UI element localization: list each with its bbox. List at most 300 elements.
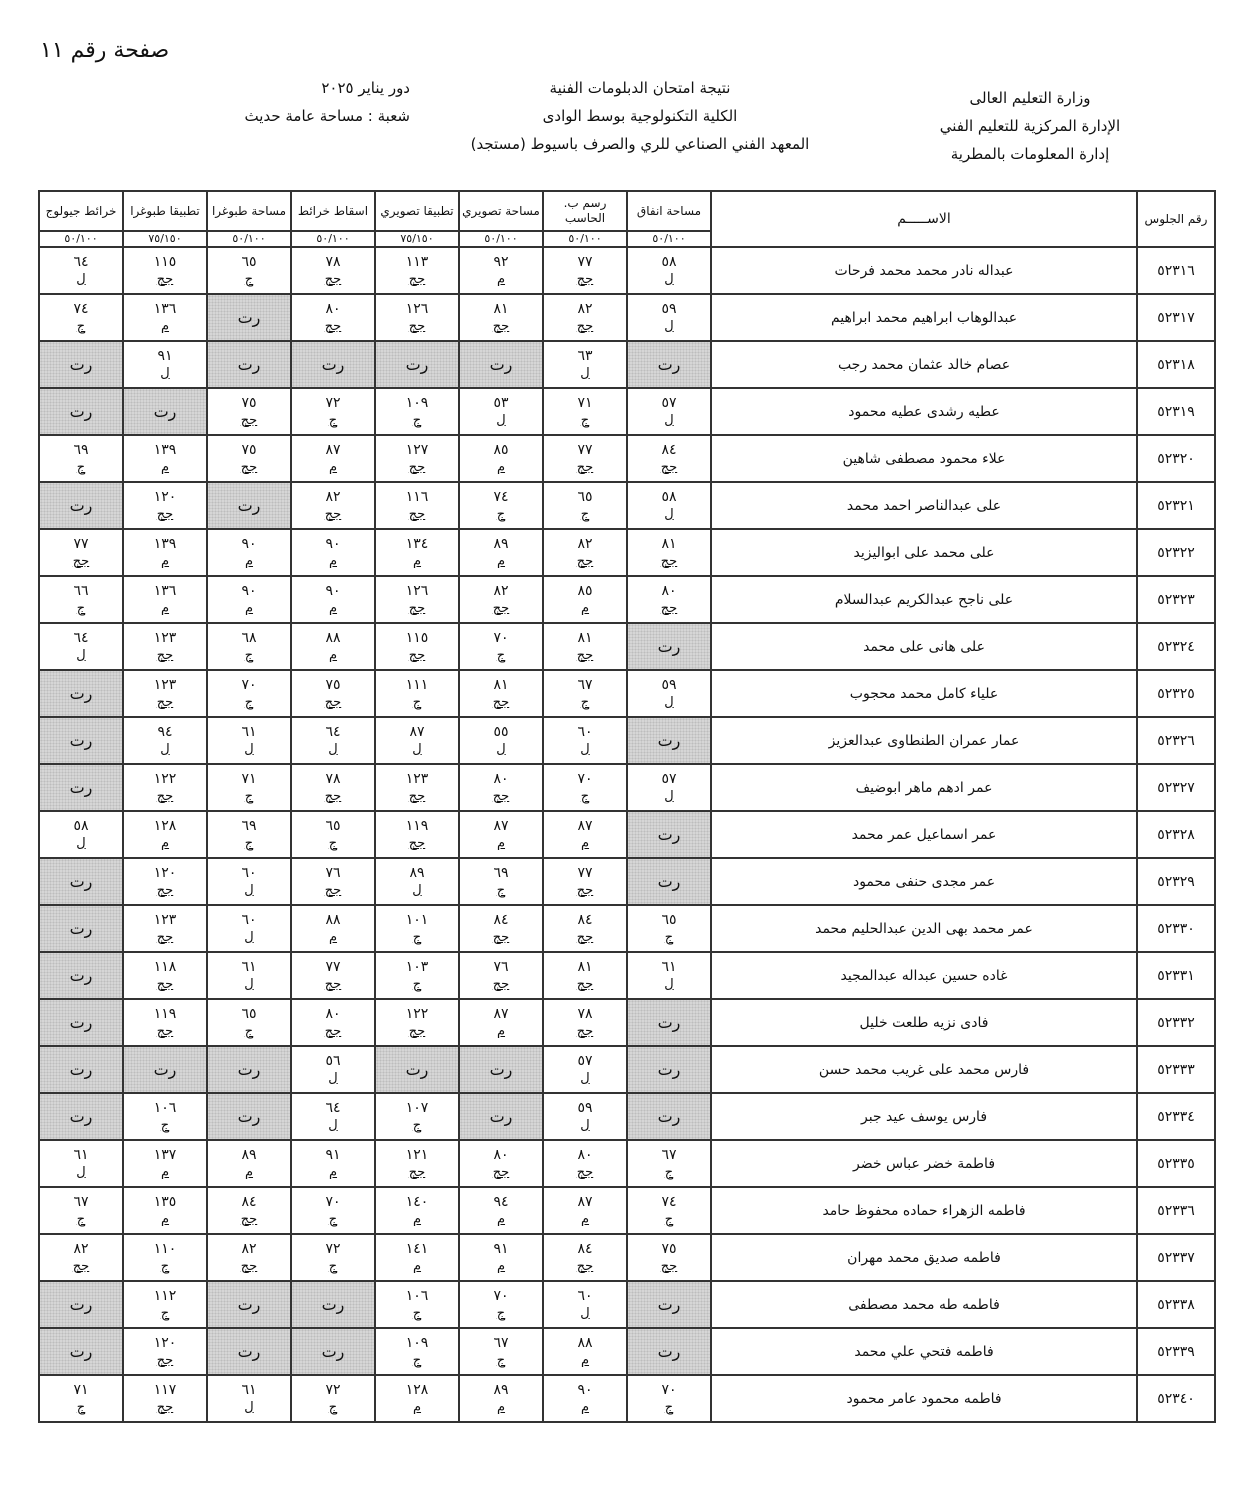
- grade-letter: جج: [576, 1023, 594, 1039]
- seat-number: ٥٢٣٣٣: [1137, 1046, 1215, 1093]
- grade-letter: جج: [324, 318, 342, 334]
- max-marks: ٧٥/١٥٠: [375, 231, 459, 247]
- table-row: [39, 294, 1215, 341]
- grade-score: ٨٠: [493, 770, 509, 787]
- grade-letter: م: [496, 553, 506, 569]
- grade-score: ٨٩: [493, 1381, 509, 1398]
- grade-letter: م: [412, 553, 422, 569]
- grade-score: ١٣٩: [153, 535, 177, 552]
- grade-cell: [291, 999, 375, 1046]
- seat-number: ٥٢٣١٩: [1137, 388, 1215, 435]
- header-line: الكلية التكنولوجية بوسط الوادى: [542, 107, 738, 125]
- table-row: [39, 1375, 1215, 1422]
- grade-cell: [459, 1234, 543, 1281]
- grade-cell: [291, 811, 375, 858]
- grade-cell: [291, 576, 375, 623]
- grade-score: ٧٠: [493, 1287, 509, 1304]
- grade-letter: م: [496, 1399, 506, 1415]
- grade-score: ١٢٣: [405, 770, 429, 787]
- student-name: فادى نزيه طلعت خليل: [711, 999, 1137, 1046]
- grade-letter: جج: [156, 1352, 174, 1368]
- grade-letter: جج: [492, 788, 510, 804]
- grade-cell: [543, 1187, 627, 1234]
- grade-letter: م: [328, 553, 338, 569]
- grade-cell: [207, 764, 291, 811]
- table-row: [39, 905, 1215, 952]
- grade-cell: [543, 717, 627, 764]
- grade-score: ٥٧: [661, 394, 677, 411]
- grade-score: ٨١: [661, 535, 677, 552]
- header-line: نتيجة امتحان الدبلومات الفنية: [549, 79, 731, 97]
- grade-cell: [627, 294, 711, 341]
- grade-absent: رت: [459, 1093, 543, 1140]
- grade-letter: ل: [244, 741, 254, 757]
- grade-cell: [459, 576, 543, 623]
- table-row: [39, 623, 1215, 670]
- grade-cell: [123, 717, 207, 764]
- grade-score: ٦٩: [493, 864, 509, 881]
- student-name: فاطمه الزهراء حماده محفوظ حامد: [711, 1187, 1137, 1234]
- grade-score: ٧٢: [325, 1381, 341, 1398]
- column-header-name: الاســـــم: [711, 191, 1137, 247]
- grade-letter: ج: [664, 929, 674, 945]
- grade-letter: ج: [412, 976, 422, 992]
- grade-absent: رت: [207, 341, 291, 388]
- grade-score: ٥٩: [661, 300, 677, 317]
- grade-letter: ل: [328, 1070, 338, 1086]
- grade-score: ٨٨: [577, 1334, 593, 1351]
- grade-cell: [375, 1234, 459, 1281]
- grade-absent: رت: [207, 1046, 291, 1093]
- grade-score: ٦٠: [241, 911, 257, 928]
- grade-score: ٨١: [493, 676, 509, 693]
- grade-letter: جج: [324, 506, 342, 522]
- grade-cell: [543, 1375, 627, 1422]
- grade-score: ٦٧: [661, 1146, 677, 1163]
- grade-score: ٨٠: [325, 1005, 341, 1022]
- grade-score: ٦٧: [577, 676, 593, 693]
- grade-absent: رت: [459, 341, 543, 388]
- grade-cell: [543, 1234, 627, 1281]
- grade-letter: جج: [240, 412, 258, 428]
- seat-number: ٥٢٣٢٢: [1137, 529, 1215, 576]
- grade-letter: م: [496, 459, 506, 475]
- grade-cell: [627, 529, 711, 576]
- grade-score: ٦٥: [661, 911, 677, 928]
- grade-letter: ج: [412, 412, 422, 428]
- grade-score: ١٢٦: [405, 300, 429, 317]
- grade-score: ٦٠: [577, 723, 593, 740]
- grade-cell: [123, 341, 207, 388]
- results-table: [38, 190, 1216, 1423]
- grade-letter: ل: [412, 741, 422, 757]
- grade-cell: [459, 388, 543, 435]
- grade-letter: م: [412, 1399, 422, 1415]
- grade-cell: [375, 623, 459, 670]
- max-marks: ٥٠/١٠٠: [459, 231, 543, 247]
- table-row: [39, 435, 1215, 482]
- grade-letter: ل: [664, 976, 674, 992]
- grade-score: ١٢٦: [405, 582, 429, 599]
- grade-score: ٨٧: [577, 817, 593, 834]
- grade-cell: [123, 1375, 207, 1422]
- grade-cell: [459, 1187, 543, 1234]
- grade-cell: [123, 1234, 207, 1281]
- grade-score: ٥٧: [661, 770, 677, 787]
- grade-score: ٧٧: [577, 864, 593, 881]
- grade-letter: ج: [328, 412, 338, 428]
- seat-number: ٥٢٣٢٠: [1137, 435, 1215, 482]
- grade-score: ١١٠: [153, 1240, 177, 1257]
- header-exam: [440, 74, 840, 158]
- grade-score: ٧٧: [577, 253, 593, 270]
- grade-letter: ج: [244, 1023, 254, 1039]
- grade-cell: [123, 764, 207, 811]
- grade-letter: جج: [660, 1258, 678, 1274]
- grade-cell: [39, 1234, 123, 1281]
- grade-score: ٧٥: [661, 1240, 677, 1257]
- grade-letter: ج: [496, 647, 506, 663]
- grade-score: ٨٥: [493, 441, 509, 458]
- grade-cell: [291, 858, 375, 905]
- header-session: [210, 74, 410, 130]
- grade-absent: رت: [627, 858, 711, 905]
- grade-score: ٨٥: [577, 582, 593, 599]
- grade-absent: رت: [291, 1328, 375, 1375]
- grade-letter: جج: [576, 1258, 594, 1274]
- max-marks: ٥٠/١٠٠: [39, 231, 123, 247]
- grade-letter: جج: [156, 882, 174, 898]
- grade-cell: [459, 1140, 543, 1187]
- grade-letter: ل: [76, 271, 86, 287]
- grade-score: ١٠٦: [405, 1287, 429, 1304]
- max-marks: ٥٠/١٠٠: [207, 231, 291, 247]
- grade-cell: [291, 1093, 375, 1140]
- grade-letter: ل: [244, 976, 254, 992]
- grade-absent: رت: [39, 952, 123, 999]
- grade-score: ٨٢: [577, 300, 593, 317]
- grade-cell: [123, 670, 207, 717]
- grade-letter: جج: [576, 1164, 594, 1180]
- grade-cell: [459, 482, 543, 529]
- grade-letter: جج: [408, 506, 426, 522]
- grade-score: ٧٥: [325, 676, 341, 693]
- seat-number: ٥٢٣٤٠: [1137, 1375, 1215, 1422]
- grade-cell: [543, 482, 627, 529]
- grade-cell: [123, 576, 207, 623]
- seat-number: ٥٢٣٣١: [1137, 952, 1215, 999]
- grade-letter: ج: [496, 1352, 506, 1368]
- grade-cell: [123, 858, 207, 905]
- grade-score: ٧٧: [577, 441, 593, 458]
- grade-score: ٦٨: [241, 629, 257, 646]
- student-name: على محمد على ابواليزيد: [711, 529, 1137, 576]
- grade-letter: ل: [244, 1399, 254, 1415]
- grade-letter: ل: [580, 741, 590, 757]
- grade-score: ٦٩: [241, 817, 257, 834]
- grade-score: ٨٧: [409, 723, 425, 740]
- grade-score: ٨٧: [493, 1005, 509, 1022]
- grade-letter: جج: [576, 976, 594, 992]
- table-row: [39, 1093, 1215, 1140]
- grade-score: ٧٥: [241, 394, 257, 411]
- student-name: عطيه رشدى عطيه محمود: [711, 388, 1137, 435]
- grade-score: ٦٧: [493, 1334, 509, 1351]
- page-number: صفحة رقم ١١: [40, 38, 170, 63]
- grade-letter: ج: [580, 788, 590, 804]
- table-row: [39, 576, 1215, 623]
- grade-score: ١٢٨: [153, 817, 177, 834]
- grade-score: ١١١: [405, 676, 429, 693]
- grade-cell: [459, 1328, 543, 1375]
- seat-number: ٥٢٣٢٦: [1137, 717, 1215, 764]
- grade-letter: جج: [408, 788, 426, 804]
- grade-absent: رت: [39, 388, 123, 435]
- grade-letter: جج: [156, 1399, 174, 1415]
- grade-letter: جج: [156, 976, 174, 992]
- grade-absent: رت: [375, 341, 459, 388]
- grade-absent: رت: [627, 999, 711, 1046]
- grade-cell: [459, 1281, 543, 1328]
- grade-letter: م: [328, 459, 338, 475]
- grade-letter: ج: [412, 1117, 422, 1133]
- grade-score: ٥٨: [661, 253, 677, 270]
- grade-score: ٩٠: [241, 535, 257, 552]
- grade-cell: [291, 905, 375, 952]
- grade-score: ١٢٠: [153, 864, 177, 881]
- grade-absent: رت: [627, 1046, 711, 1093]
- grade-letter: جج: [408, 459, 426, 475]
- max-marks: ٥٠/١٠٠: [291, 231, 375, 247]
- grade-absent: رت: [39, 670, 123, 717]
- grade-score: ٦١: [241, 723, 257, 740]
- grade-letter: ل: [580, 1117, 590, 1133]
- grade-score: ٨٧: [325, 441, 341, 458]
- grade-cell: [39, 294, 123, 341]
- grade-cell: [207, 670, 291, 717]
- grade-score: ١٣٧: [153, 1146, 177, 1163]
- grade-cell: [375, 764, 459, 811]
- table-row: [39, 247, 1215, 294]
- grade-score: ٦١: [661, 958, 677, 975]
- grade-cell: [207, 576, 291, 623]
- grade-cell: [39, 247, 123, 294]
- grade-cell: [459, 247, 543, 294]
- grade-score: ٦٩: [73, 441, 89, 458]
- grade-score: ٨٧: [493, 817, 509, 834]
- grade-cell: [627, 1187, 711, 1234]
- grade-score: ٦٧: [73, 1193, 89, 1210]
- grade-letter: ل: [580, 1070, 590, 1086]
- max-marks: ٧٥/١٥٠: [123, 231, 207, 247]
- student-name: فاطمه فتحي علي محمد: [711, 1328, 1137, 1375]
- grade-absent: رت: [39, 1328, 123, 1375]
- grade-cell: [207, 811, 291, 858]
- grade-cell: [627, 247, 711, 294]
- grade-cell: [207, 858, 291, 905]
- grade-score: ٨٧: [577, 1193, 593, 1210]
- grade-cell: [375, 576, 459, 623]
- seat-number: ٥٢٣٣٩: [1137, 1328, 1215, 1375]
- grade-letter: ل: [664, 412, 674, 428]
- grade-score: ٩٠: [577, 1381, 593, 1398]
- grade-cell: [459, 1375, 543, 1422]
- grade-score: ٧٠: [493, 629, 509, 646]
- grade-cell: [627, 1140, 711, 1187]
- grade-absent: رت: [207, 1093, 291, 1140]
- grade-score: ١٢٢: [153, 770, 177, 787]
- grade-cell: [123, 247, 207, 294]
- grade-score: ٥٨: [661, 488, 677, 505]
- column-header-seat: رقم الجلوس: [1137, 191, 1215, 247]
- grade-score: ٨٢: [325, 488, 341, 505]
- grade-cell: [123, 529, 207, 576]
- student-name: فارس يوسف عيد جبر: [711, 1093, 1137, 1140]
- grade-letter: ج: [496, 1305, 506, 1321]
- grade-score: ٨٩: [241, 1146, 257, 1163]
- student-name: فاطمة خضر عباس خضر: [711, 1140, 1137, 1187]
- student-name: عمر ادهم ماهر ابوضيف: [711, 764, 1137, 811]
- grade-letter: م: [580, 600, 590, 616]
- grade-cell: [459, 294, 543, 341]
- grade-score: ١٠٩: [405, 1334, 429, 1351]
- grade-letter: جج: [240, 459, 258, 475]
- student-name: فارس محمد على غريب محمد حسن: [711, 1046, 1137, 1093]
- table-row: [39, 1140, 1215, 1187]
- grade-letter: ل: [580, 365, 590, 381]
- grade-letter: ج: [328, 835, 338, 851]
- grade-absent: رت: [39, 1046, 123, 1093]
- max-marks: ٥٠/١٠٠: [543, 231, 627, 247]
- grade-letter: جج: [156, 1023, 174, 1039]
- grade-cell: [543, 294, 627, 341]
- grade-cell: [375, 1093, 459, 1140]
- grade-letter: جج: [576, 553, 594, 569]
- grade-cell: [39, 1187, 123, 1234]
- grade-cell: [207, 905, 291, 952]
- grade-cell: [459, 435, 543, 482]
- grade-absent: رت: [627, 1281, 711, 1328]
- grade-cell: [207, 529, 291, 576]
- table-row: [39, 1328, 1215, 1375]
- seat-number: ٥٢٣٣٦: [1137, 1187, 1215, 1234]
- grade-score: ٦٤: [325, 723, 341, 740]
- grade-letter: جج: [660, 459, 678, 475]
- grade-letter: جج: [324, 788, 342, 804]
- grade-score: ٦٣: [577, 347, 593, 364]
- grade-score: ٨٢: [73, 1240, 89, 1257]
- seat-number: ٥٢٣٣٠: [1137, 905, 1215, 952]
- grade-letter: ج: [496, 506, 506, 522]
- grade-score: ٧٨: [577, 1005, 593, 1022]
- grade-score: ٨٤: [493, 911, 509, 928]
- grade-cell: [375, 1140, 459, 1187]
- grade-score: ٨٨: [325, 629, 341, 646]
- grade-score: ٦٠: [241, 864, 257, 881]
- grade-cell: [543, 670, 627, 717]
- grade-cell: [123, 1328, 207, 1375]
- grade-absent: رت: [459, 1046, 543, 1093]
- grade-letter: ج: [412, 929, 422, 945]
- grade-letter: جج: [492, 929, 510, 945]
- grade-cell: [375, 670, 459, 717]
- grade-cell: [291, 952, 375, 999]
- grade-cell: [543, 1140, 627, 1187]
- grade-score: ٧٤: [661, 1193, 677, 1210]
- grade-cell: [459, 999, 543, 1046]
- grade-letter: جج: [492, 1164, 510, 1180]
- grade-letter: جج: [408, 600, 426, 616]
- grade-cell: [39, 623, 123, 670]
- grade-score: ٧٧: [325, 958, 341, 975]
- grade-cell: [291, 623, 375, 670]
- grade-score: ٧٥: [241, 441, 257, 458]
- grade-cell: [291, 670, 375, 717]
- grade-cell: [291, 1375, 375, 1422]
- grade-letter: ل: [244, 929, 254, 945]
- grade-letter: م: [412, 1211, 422, 1227]
- grade-score: ٧٤: [493, 488, 509, 505]
- grade-absent: رت: [39, 858, 123, 905]
- grade-letter: م: [160, 553, 170, 569]
- grade-score: ١٠٦: [153, 1099, 177, 1116]
- student-name: عبداله نادر محمد محمد فرحات: [711, 247, 1137, 294]
- grade-cell: [627, 1375, 711, 1422]
- grade-score: ١١٦: [405, 488, 429, 505]
- seat-number: ٥٢٣٢٥: [1137, 670, 1215, 717]
- grade-score: ١١٣: [405, 253, 429, 270]
- grade-cell: [375, 435, 459, 482]
- grade-letter: م: [244, 553, 254, 569]
- grade-letter: جج: [576, 882, 594, 898]
- grade-cell: [627, 482, 711, 529]
- grade-cell: [375, 1375, 459, 1422]
- grade-cell: [543, 247, 627, 294]
- grade-letter: جج: [408, 1023, 426, 1039]
- grade-cell: [207, 435, 291, 482]
- grade-absent: رت: [627, 811, 711, 858]
- grade-cell: [459, 717, 543, 764]
- grade-cell: [207, 1375, 291, 1422]
- grade-cell: [543, 435, 627, 482]
- grade-cell: [291, 1046, 375, 1093]
- grade-cell: [375, 482, 459, 529]
- header-line: الإدارة المركزية للتعليم الفني: [939, 117, 1121, 135]
- grade-letter: ل: [664, 318, 674, 334]
- student-name: على ناجح عبدالكريم عبدالسلام: [711, 576, 1137, 623]
- grade-letter: جج: [156, 694, 174, 710]
- grade-cell: [375, 811, 459, 858]
- seat-number: ٥٢٣٣٥: [1137, 1140, 1215, 1187]
- grade-cell: [207, 1187, 291, 1234]
- grade-letter: جج: [156, 929, 174, 945]
- grade-score: ٧١: [73, 1381, 89, 1398]
- grade-score: ١١٨: [153, 958, 177, 975]
- grade-cell: [375, 529, 459, 576]
- grade-score: ٩٠: [325, 582, 341, 599]
- grade-letter: ل: [664, 788, 674, 804]
- grade-letter: جج: [492, 694, 510, 710]
- grade-letter: ج: [76, 459, 86, 475]
- grade-letter: ل: [664, 271, 674, 287]
- grade-absent: رت: [627, 1328, 711, 1375]
- seat-number: ٥٢٣٣٤: [1137, 1093, 1215, 1140]
- grade-letter: م: [160, 600, 170, 616]
- grade-score: ١٢٢: [405, 1005, 429, 1022]
- grade-cell: [375, 294, 459, 341]
- grade-score: ٨١: [577, 629, 593, 646]
- grade-letter: جج: [576, 929, 594, 945]
